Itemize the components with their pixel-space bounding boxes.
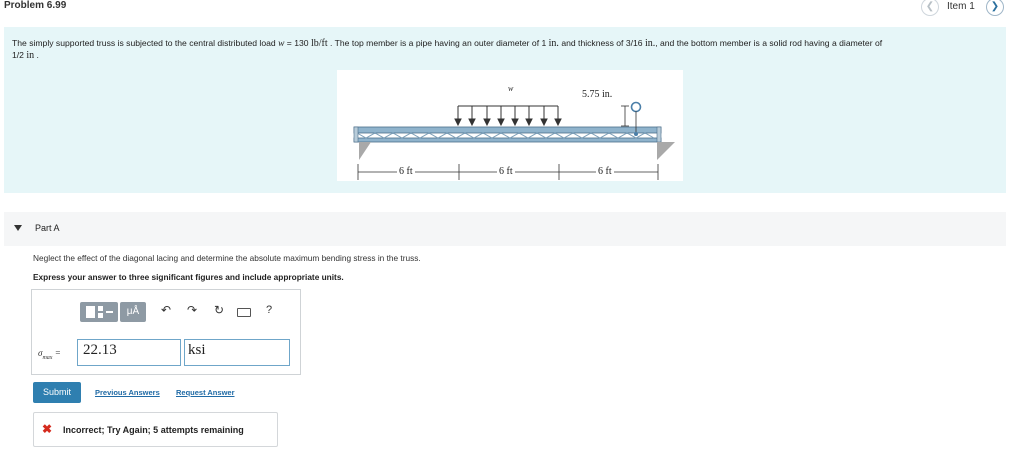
- load-arrows: [455, 106, 561, 125]
- question-text: Neglect the effect of the diagonal lacing and determine the absolute maximum bending stress in the truss.: [33, 253, 421, 263]
- units-button[interactable]: μÅ: [120, 302, 146, 322]
- keyboard-icon[interactable]: [237, 308, 251, 317]
- right-support: [649, 142, 675, 160]
- sigma-subscript: max: [42, 354, 53, 361]
- figure-dim-2: 6 ft: [499, 166, 513, 177]
- figure-dim-3: 6 ft: [598, 166, 612, 177]
- chevron-left-icon[interactable]: ❮: [921, 0, 939, 16]
- chevron-right-icon[interactable]: ❯: [986, 0, 1004, 16]
- rod-section: [634, 132, 638, 136]
- templates-button[interactable]: [80, 302, 118, 322]
- left-end-post: [354, 127, 358, 142]
- problem-text-1: The simply supported truss is subjected to the central distributed load: [12, 38, 279, 48]
- problem-text-7: .: [34, 50, 39, 60]
- problem-statement: [12, 38, 987, 61]
- load-symbol: w: [278, 39, 285, 49]
- unit-in-1: in.: [548, 38, 559, 49]
- diagonal-lacing: [357, 133, 654, 138]
- previous-answers-link[interactable]: Previous Answers: [95, 388, 160, 397]
- value-input[interactable]: 22.13: [77, 339, 181, 366]
- unit-in-3: in: [26, 50, 35, 61]
- top-chord: [354, 127, 661, 133]
- sigma-max-label: [38, 348, 61, 361]
- templates-icon: [80, 302, 118, 322]
- undo-icon[interactable]: ↶: [160, 303, 172, 317]
- problem-text-6: 1/2: [12, 50, 27, 60]
- part-a-header[interactable]: [4, 212, 1006, 246]
- problem-text-3: . The top member is a pipe having an outer diameter of 1: [327, 38, 549, 48]
- truss-figure: [337, 70, 683, 181]
- redo-icon[interactable]: ↷: [186, 303, 198, 317]
- unit-in-2: in.: [644, 38, 656, 49]
- top-bar: [0, 0, 1024, 16]
- part-title: Part A: [35, 223, 60, 233]
- problem-text-2: = 130: [284, 38, 311, 48]
- item-label: Item 1: [947, 1, 975, 12]
- problem-statement-panel: [4, 27, 1006, 193]
- problem-title: Problem 6.99: [4, 0, 67, 11]
- submit-button[interactable]: Submit: [33, 382, 81, 403]
- reset-icon[interactable]: ↻: [213, 303, 225, 317]
- bottom-chord: [354, 138, 661, 142]
- figure-load-label: w: [508, 84, 514, 93]
- instruction-text: Express your answer to three significant figures and include appropriate units.: [33, 272, 344, 282]
- pipe-section: [632, 103, 641, 112]
- help-button[interactable]: ?: [266, 304, 273, 316]
- right-end-post: [657, 127, 661, 142]
- problem-text-4: and thickness of 3/16: [558, 38, 645, 48]
- figure-section-dim: 5.75 in.: [582, 89, 613, 100]
- equals-sign: =: [52, 348, 61, 358]
- caret-down-icon[interactable]: [14, 225, 22, 231]
- request-answer-link[interactable]: Request Answer: [176, 388, 235, 397]
- feedback-message: [33, 412, 278, 447]
- problem-text-5: , and the bottom member is a solid rod having a diameter of: [655, 38, 883, 48]
- figure-dim-1: 6 ft: [399, 166, 413, 177]
- sigma-symbol: σ: [38, 348, 43, 358]
- feedback-text: Incorrect; Try Again; 5 attempts remaining: [63, 425, 244, 435]
- x-icon: ✖: [42, 422, 53, 436]
- load-unit: lb/ft: [310, 38, 328, 49]
- unit-input[interactable]: ksi: [184, 339, 290, 366]
- left-support: [345, 142, 371, 160]
